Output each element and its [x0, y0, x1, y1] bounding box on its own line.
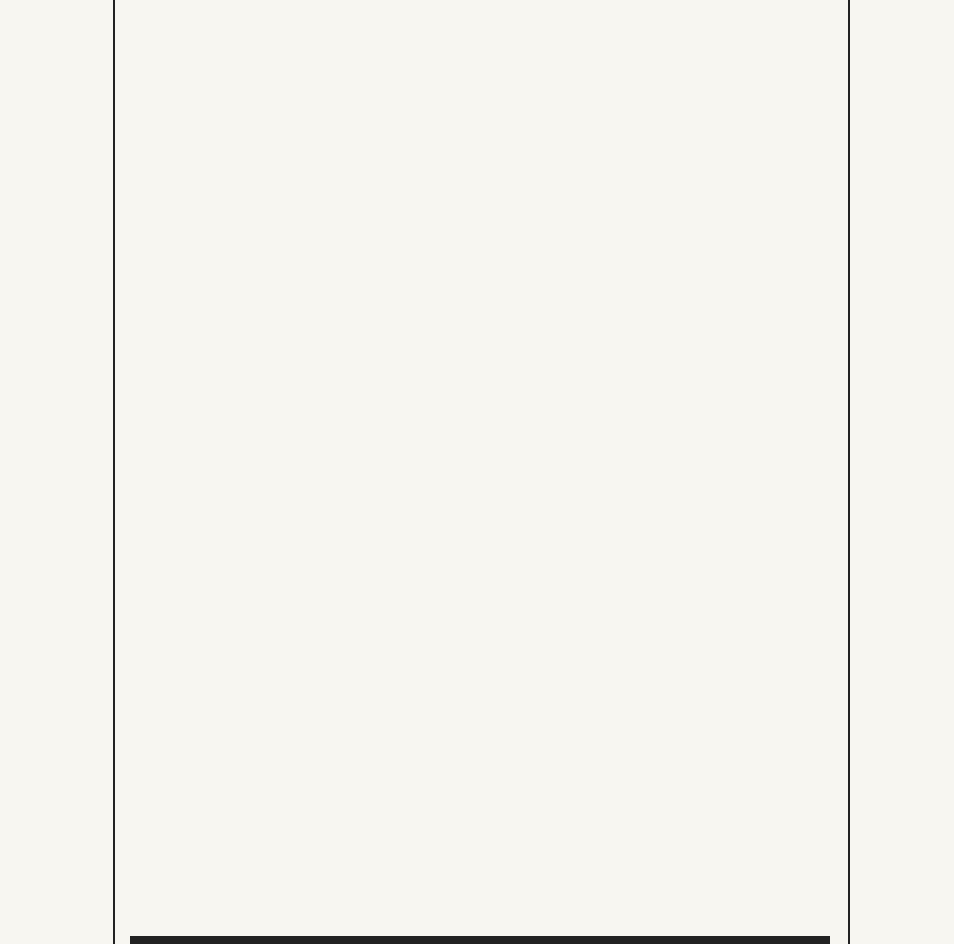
- column-rule-right: [848, 0, 850, 944]
- bottom-rule: [130, 936, 830, 944]
- column-rule-left: [113, 0, 115, 944]
